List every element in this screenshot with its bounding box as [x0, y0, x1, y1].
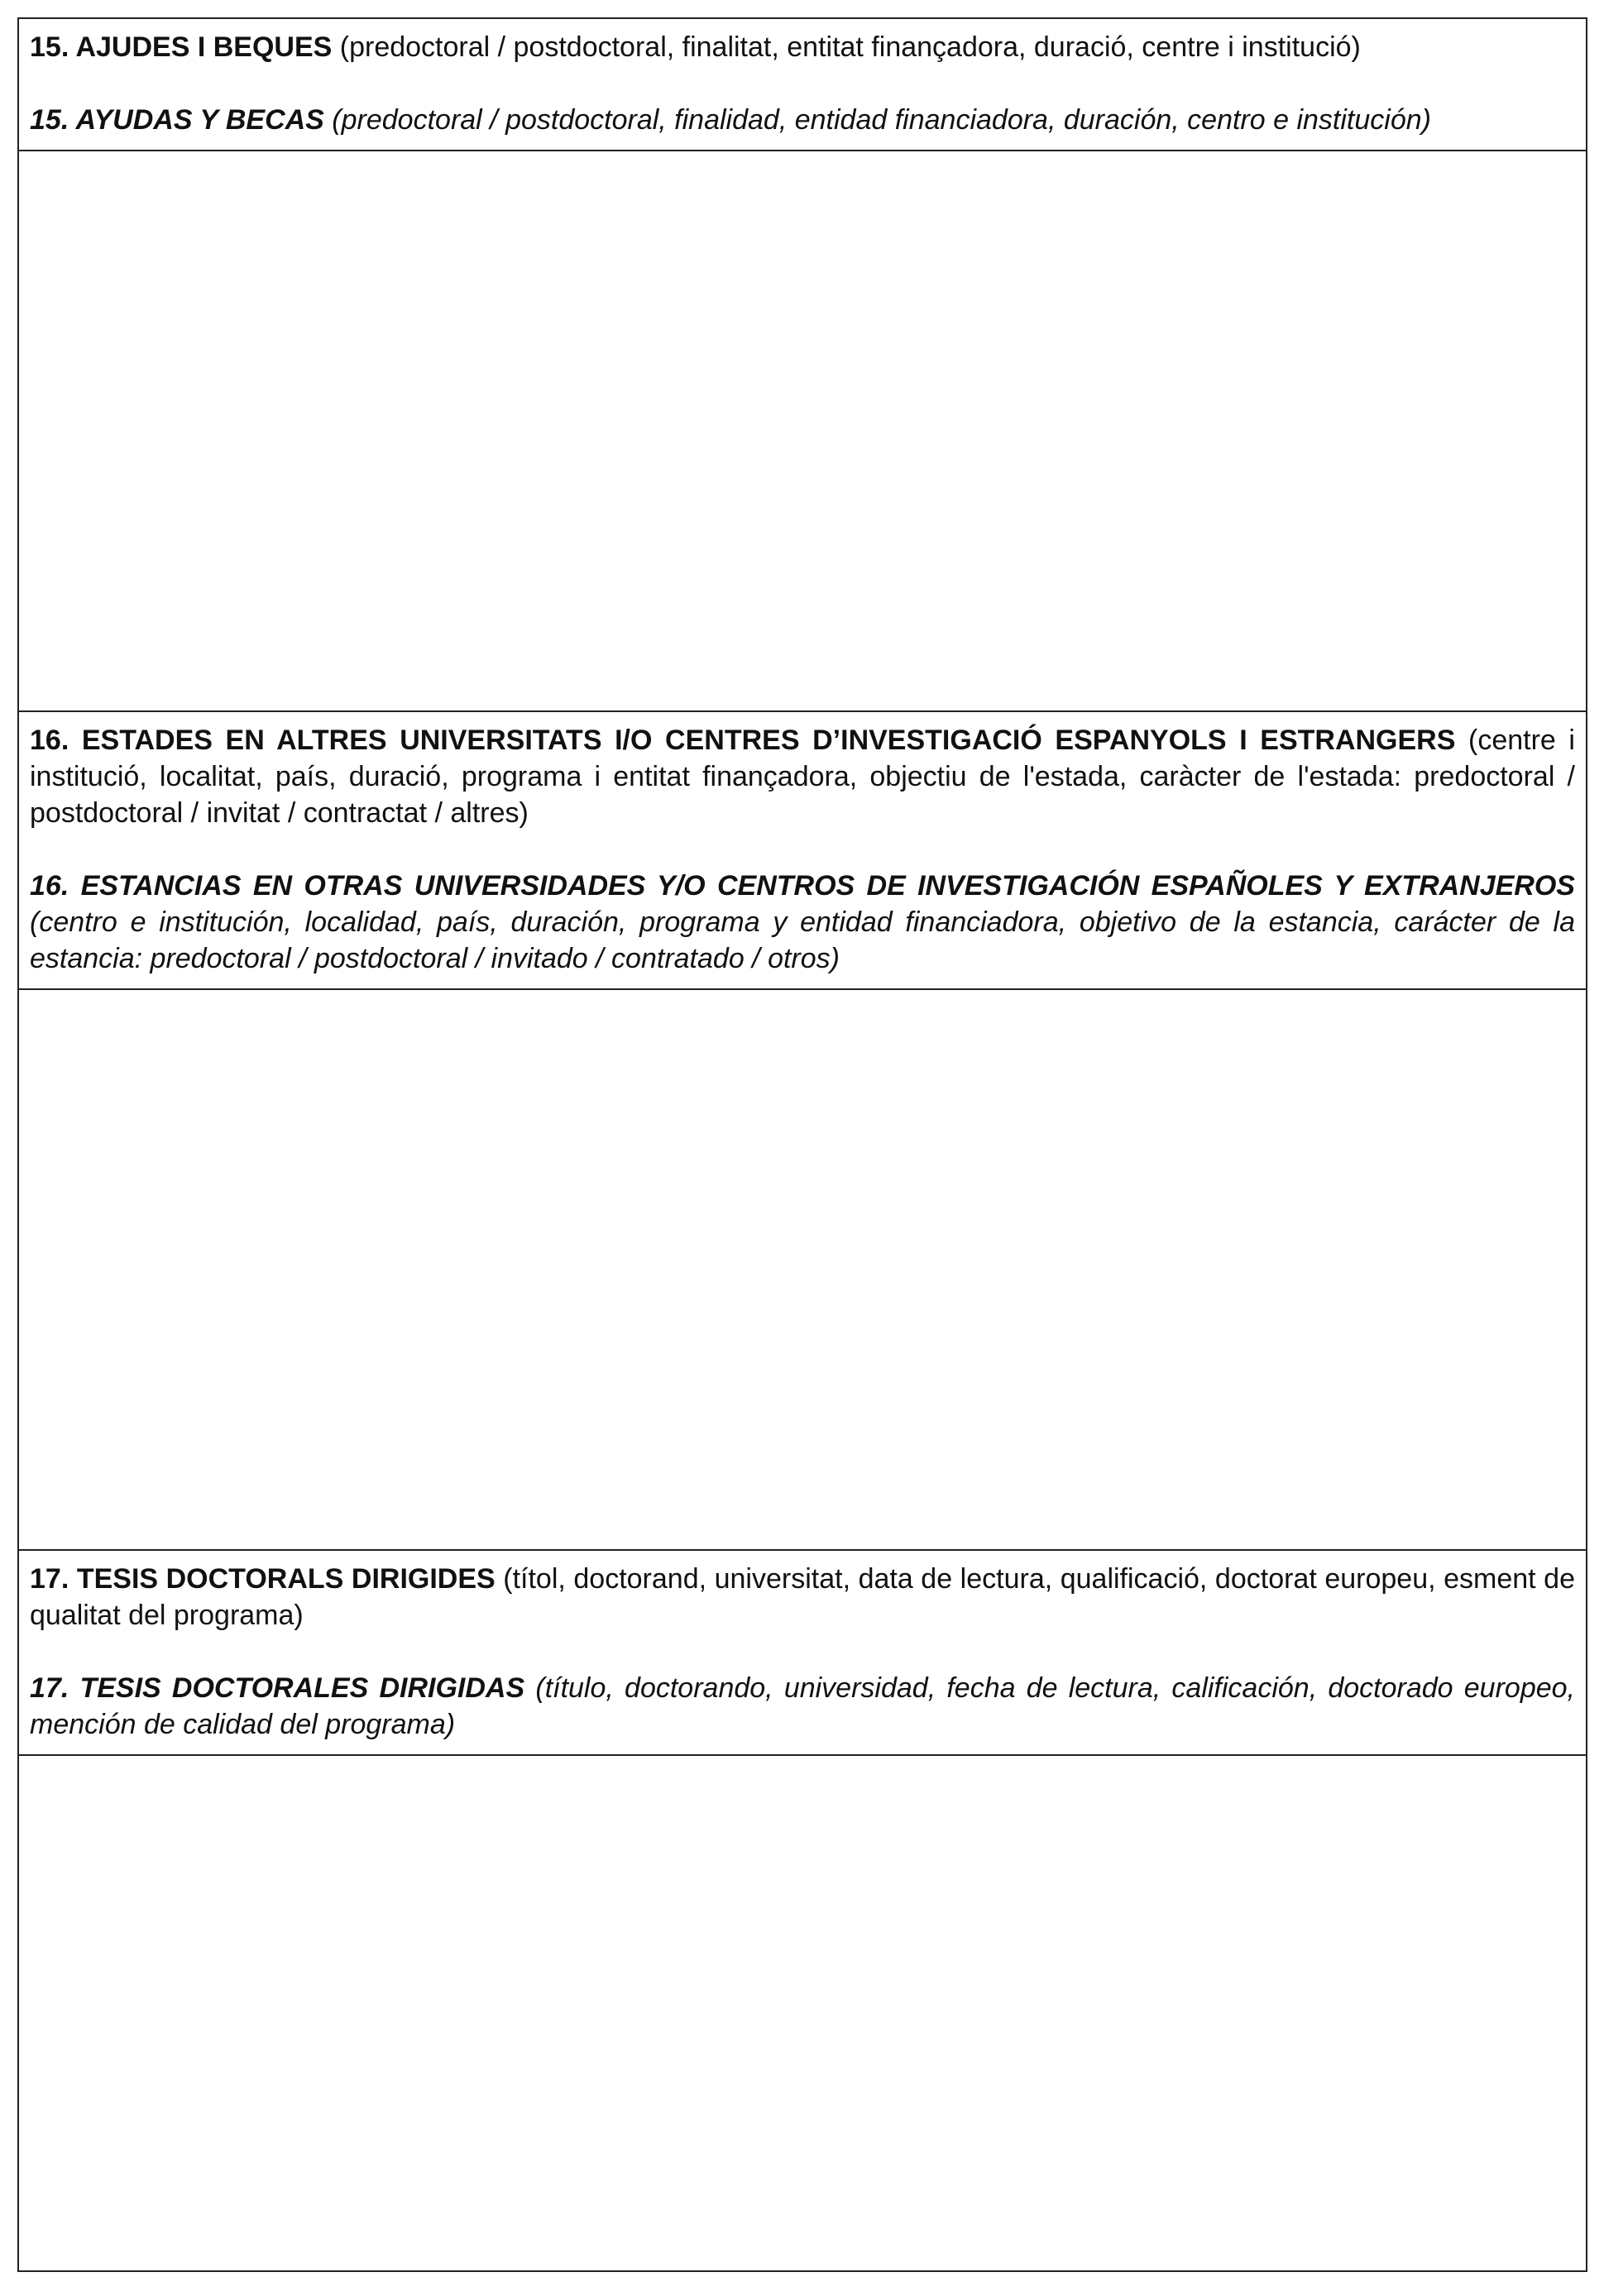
- section-17-spanish-description: (título, doctorando, universidad, fecha de lectura, calificación, doctorado europeo, mención de calidad del programa): [30, 1672, 1575, 1740]
- section-15-catalan: [30, 29, 1575, 65]
- section-17-catalan: [30, 1561, 1575, 1634]
- section-15-spanish-title: 15. AYUDAS Y BECAS: [30, 104, 324, 136]
- section-17-catalan-title: 17. TESIS DOCTORALS DIRIGIDES: [30, 1563, 496, 1595]
- section-17-answer-field[interactable]: [19, 1756, 1586, 2270]
- section-17-header: [19, 1551, 1586, 1756]
- section-15-header: [19, 19, 1586, 151]
- cv-form-table: [17, 17, 1587, 2272]
- section-15-spanish-description: (predoctoral / postdoctoral, finalidad, entidad financiadora, duración, centro e institución): [323, 104, 1431, 136]
- section-16-header: [19, 712, 1586, 990]
- section-15-catalan-description: (predoctoral / postdoctoral, finalitat, entitat finançadora, duració, centre i institució): [332, 31, 1361, 63]
- section-16-catalan: [30, 722, 1575, 831]
- section-15-spanish: [30, 102, 1575, 138]
- section-15-answer-field[interactable]: [19, 151, 1586, 712]
- section-16-catalan-title: 16. ESTADES EN ALTRES UNIVERSITATS I/O CENTRES D’INVESTIGACIÓ ESPANYOLS I ESTRANGERS: [30, 725, 1456, 756]
- section-15-catalan-title: 15. AJUDES I BEQUES: [30, 31, 333, 63]
- section-16-catalan-description: (centre i institució, localitat, país, duració, programa i entitat finançadora, objectiu de l'estada, caràcter de l'estada: predoctoral / postdoctoral / invitat / contractat / altres): [30, 725, 1575, 829]
- section-16-spanish: [30, 868, 1575, 977]
- section-17-catalan-description: (títol, doctorand, universitat, data de lectura, qualificació, doctorat europeu, esment de qualitat del programa): [30, 1563, 1575, 1631]
- section-16-spanish-description: (centro e institución, localidad, país, duración, programa y entidad financiadora, objetivo de la estancia, carácter de la estancia: predoctoral / postdoctoral / invitado / contratado / otros): [30, 906, 1575, 974]
- section-16-spanish-title: 16. ESTANCIAS EN OTRAS UNIVERSIDADES Y/O CENTROS DE INVESTIGACIÓN ESPAÑOLES Y EXTRANJEROS: [30, 870, 1575, 902]
- section-17-spanish: [30, 1670, 1575, 1743]
- section-16-answer-field[interactable]: [19, 990, 1586, 1551]
- section-17-spanish-title: 17. TESIS DOCTORALES DIRIGIDAS: [30, 1672, 525, 1704]
